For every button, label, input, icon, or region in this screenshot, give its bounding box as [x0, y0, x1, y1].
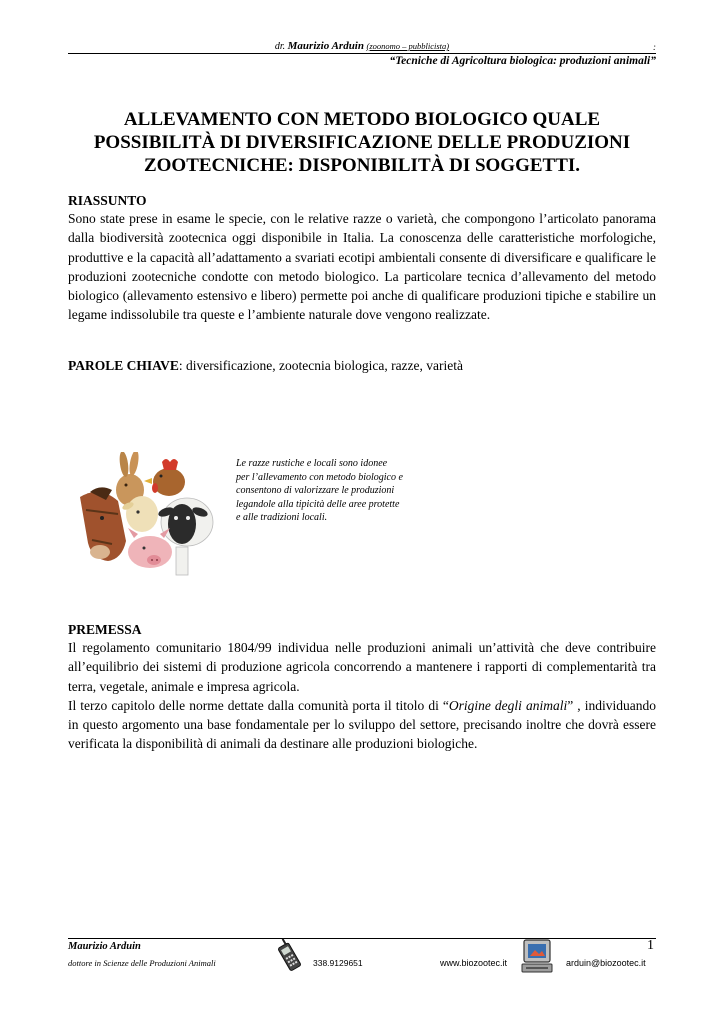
header-prefix: dr. — [274, 41, 286, 52]
footer-website-link[interactable]: www.biozootec.it — [440, 958, 508, 968]
abstract-heading: RIASSUNTO — [68, 193, 147, 208]
figure-caption — [236, 457, 451, 525]
mobile-phone-icon — [272, 938, 306, 974]
title-line: ZOOTECNICHE: DISPONIBILITÀ DI SOGGETTI. — [143, 155, 581, 176]
footer-author: Maurizio Arduin — [68, 941, 141, 952]
abstract-section — [68, 193, 656, 325]
header-trail: : — [653, 42, 656, 52]
document-title — [60, 108, 664, 177]
paragraph-2-end: ” , individuando in questo argomento una base fondamentale per lo sviluppo del settore, precisando inoltre che dovrà essere verificata la disponibilità di animali da destinare alle produzioni biologiche. — [68, 697, 656, 752]
abstract-text: Sono state prese in esame le specie, con le relative razze o varietà, che compongono l’articolato panorama dalla biodiversità zootecnica oggi disponibile in Italia. La conoscenza delle caratteristiche morfologiche, produttive e la capacità all’adattamento a svariati ecotipi ambientali consente di diversificare e qualificare le produzioni zootecniche condotte con metodo biologico. La particolare tecnica d’allevamento del metodo biologico (allevamento estensivo e libero) permette poi anche di qualificare produzioni tipiche e stabilire un legame indissolubile tra queste e l’ambiente naturale dove vengono realizzate. — [68, 211, 656, 323]
caption-line: consentono di valorizzare le produzioni — [236, 485, 395, 496]
caption-line: e alle tradizioni locali. — [236, 512, 328, 523]
header-role: (zoonomo – pubblicista) — [366, 41, 450, 51]
introduction-heading: PREMESSA — [68, 622, 142, 637]
page-number: 1 — [647, 938, 654, 953]
farm-animals-illustration — [72, 452, 222, 582]
keywords-label: PAROLE CHIAVE — [68, 358, 179, 373]
footer-email-link[interactable]: arduin@biozootec.it — [566, 958, 646, 968]
header-subtitle: “Tecniche di Agricoltura biologica: produzioni animali” — [389, 55, 656, 67]
page-header — [68, 40, 656, 67]
header-author: Maurizio Arduin — [287, 40, 364, 52]
computer-icon — [520, 936, 556, 976]
rooster-figure — [144, 459, 185, 496]
footer-rule — [68, 938, 656, 939]
caption-line: legandole alla tipicità delle aree protette — [236, 498, 400, 510]
keywords-text: : diversificazione, zootecnia biologica, razze, varietà — [178, 358, 464, 373]
sheep-figure — [157, 498, 213, 575]
introduction-paragraph-2 — [68, 696, 656, 754]
title-line: ALLEVAMENTO CON METODO BIOLOGICO QUALE — [123, 109, 601, 130]
chapter-title-italic: Origine degli animali — [448, 697, 568, 713]
caption-line: Le razze rustiche e locali sono idonee — [236, 458, 388, 469]
title-line: POSSIBILITÀ DI DIVERSIFICAZIONE DELLE PRODUZIONI — [93, 132, 631, 153]
introduction-section — [68, 622, 656, 754]
header-author-line — [68, 40, 656, 54]
caption-line: per l’allevamento con metodo biologico e — [236, 471, 403, 483]
introduction-paragraph-1: Il regolamento comunitario 1804/99 individua nelle produzioni animali un’attività che deve contribuire all’equilibrio dei sistemi di produzione agricola concorrendo a mantenere i rapporti di complementarità tra terra, vegetale, animale e impresa agricola. — [68, 640, 656, 694]
footer-phone: 338.9129651 — [313, 958, 363, 968]
keywords-line — [68, 358, 656, 374]
footer-subtitle: dottore in Scienze delle Produzioni Animali — [68, 958, 216, 968]
paragraph-2-start: Il terzo capitolo delle norme dettate dalla comunità porta il titolo di “ — [68, 697, 449, 713]
pig-figure — [128, 528, 172, 568]
